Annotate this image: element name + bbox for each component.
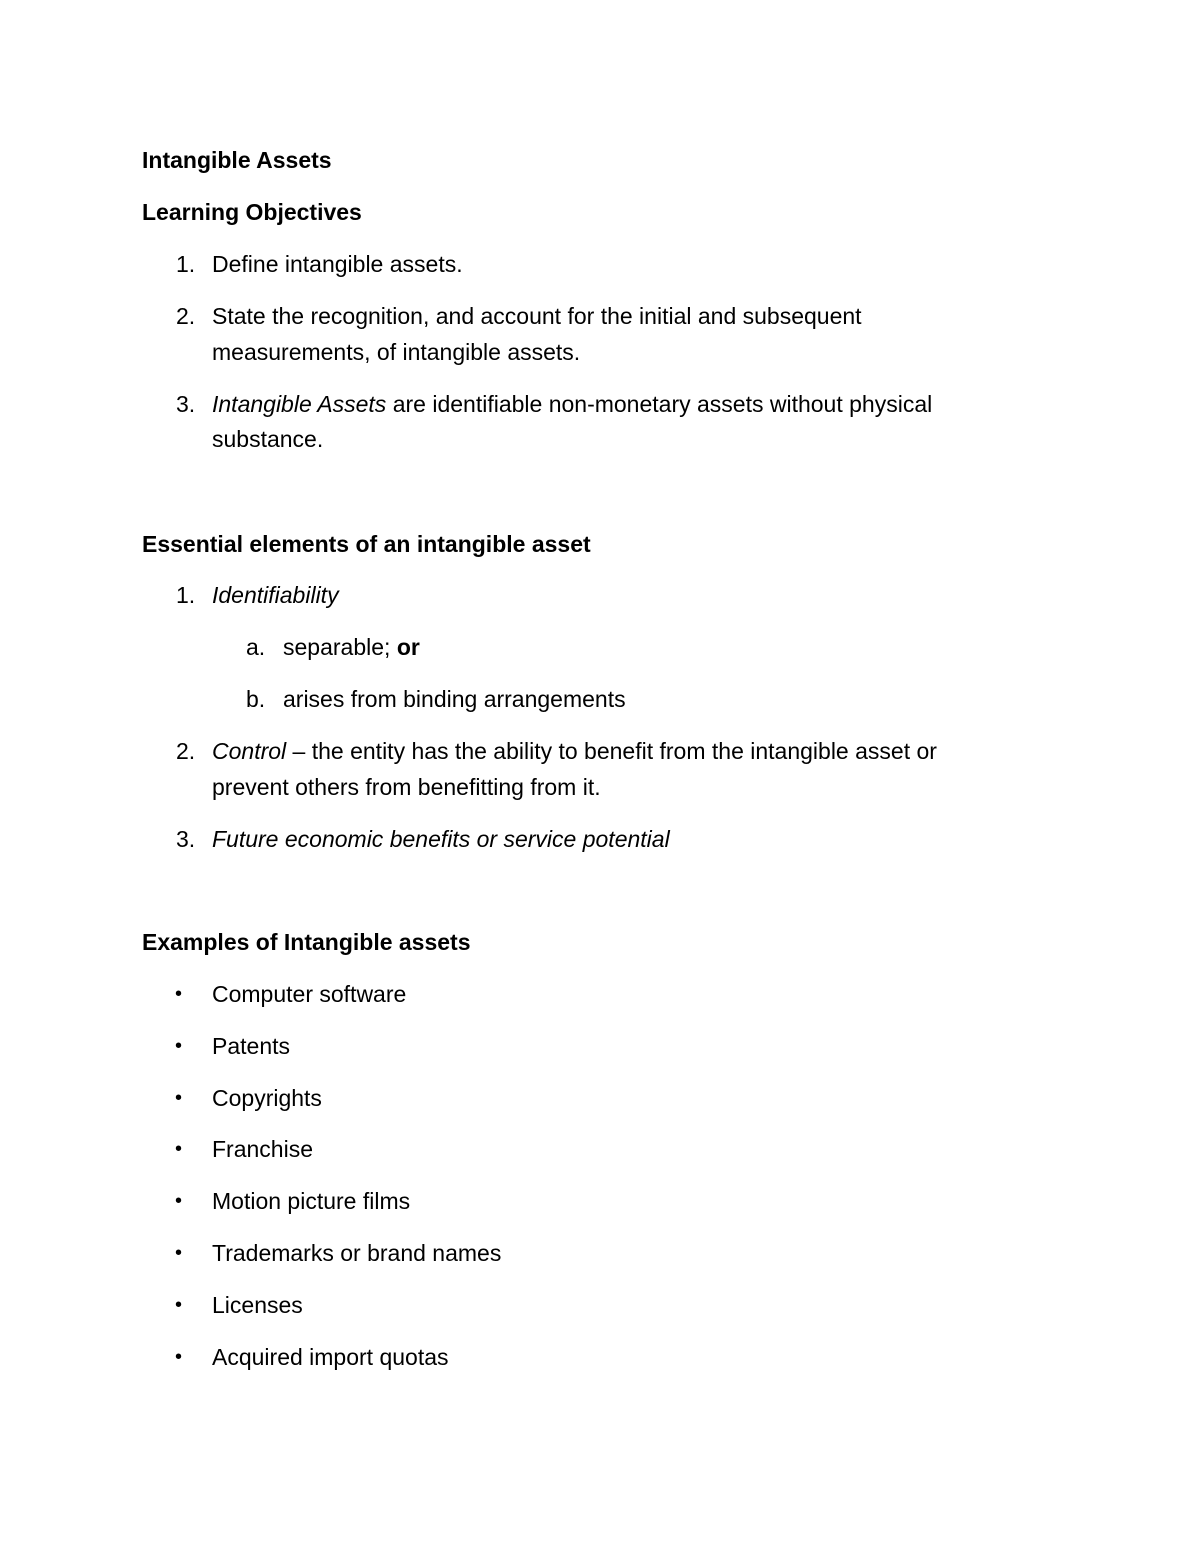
element-text: [212, 737, 937, 765]
element-number: 2.: [176, 738, 196, 764]
bullet-icon: •: [175, 1087, 183, 1109]
objective-text: Define intangible assets.: [212, 251, 463, 277]
bullet-icon: •: [175, 983, 183, 1005]
subitem-conjunction: or: [396, 634, 420, 660]
example-text: Franchise: [212, 1136, 313, 1162]
element-text-continued: prevent others from benefitting from it.: [212, 774, 601, 800]
subitem-text: arises from binding arrangements: [283, 686, 626, 712]
element-number: 3.: [176, 826, 196, 852]
document-title: Intangible Assets: [142, 147, 332, 173]
objective-number: 2.: [176, 303, 196, 329]
objective-text-continued: substance.: [212, 426, 324, 452]
example-text: Patents: [212, 1033, 290, 1059]
bullet-icon: •: [175, 1035, 183, 1057]
bullet-icon: •: [175, 1190, 183, 1212]
objectives-heading: Learning Objectives: [142, 199, 362, 225]
element-term: Identifiability: [212, 582, 339, 608]
objective-text-continued: measurements, of intangible assets.: [212, 339, 581, 365]
objective-text: [212, 390, 932, 418]
objective-number: 3.: [176, 391, 196, 417]
element-description: – the entity has the ability to benefit from the intangible asset or: [286, 738, 937, 764]
example-text: Licenses: [212, 1292, 303, 1318]
subitem-marker: b.: [246, 686, 266, 712]
element-number: 1.: [176, 582, 196, 608]
subitem-marker: a.: [246, 634, 266, 660]
example-text: Motion picture films: [212, 1188, 411, 1214]
objective-text: State the recognition, and account for the initial and subsequent: [212, 303, 862, 329]
subitem-text: [283, 633, 420, 661]
element-term: Future economic benefits or service potential: [212, 826, 670, 852]
example-text: Copyrights: [212, 1085, 322, 1111]
bullet-icon: •: [175, 1138, 183, 1160]
definition-text: are identifiable non-monetary assets without physical: [386, 391, 933, 417]
example-text: Computer software: [212, 981, 407, 1007]
example-text: Trademarks or brand names: [212, 1240, 502, 1266]
defined-term: Intangible Assets: [212, 391, 387, 417]
element-term: Control: [212, 738, 287, 764]
subitem-label: separable;: [283, 634, 397, 660]
bullet-icon: •: [175, 1346, 183, 1368]
elements-heading: Essential elements of an intangible asset: [142, 531, 591, 557]
example-text: Acquired import quotas: [212, 1344, 449, 1370]
objective-number: 1.: [176, 251, 196, 277]
examples-heading: Examples of Intangible assets: [142, 929, 471, 955]
bullet-icon: •: [175, 1294, 183, 1316]
bullet-icon: •: [175, 1242, 183, 1264]
